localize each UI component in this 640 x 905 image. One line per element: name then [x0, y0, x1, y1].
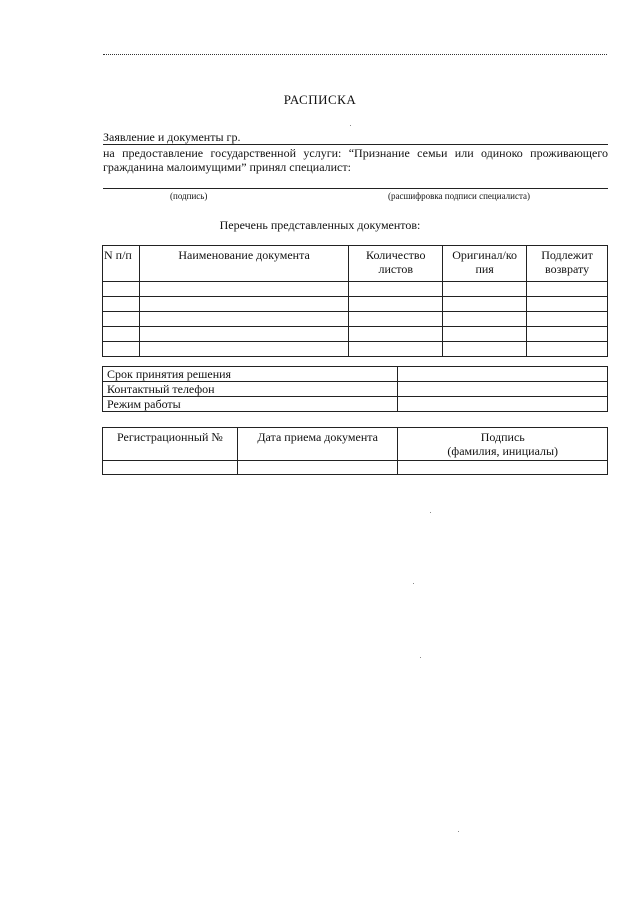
documents-table — [102, 245, 608, 357]
registration-table-header — [103, 428, 608, 461]
info-label: Контактный телефон — [103, 382, 398, 397]
info-label: Срок принятия решения — [103, 367, 398, 382]
table-row — [103, 461, 608, 475]
signature-decoding-caption: (расшифровка подписи специалиста) — [388, 191, 530, 201]
statement-underline — [103, 144, 608, 145]
header-original-copy: Оригинал/ко пия — [443, 246, 527, 282]
header-signature-line1: Подпись — [480, 430, 525, 444]
info-row-decision-term — [103, 367, 608, 382]
info-table — [102, 366, 608, 412]
header-signature — [398, 428, 608, 461]
table-row — [103, 312, 608, 327]
page-title: РАСПИСКА — [283, 92, 357, 107]
table-row — [103, 297, 608, 312]
header-return: Подлежит возврату — [527, 246, 608, 282]
info-row-working-hours — [103, 397, 608, 412]
table-row — [103, 282, 608, 297]
documents-table-header — [103, 246, 608, 282]
info-value — [398, 367, 608, 382]
header-receipt-date: Дата приема документа — [237, 428, 398, 461]
header-registration-number: Регистрационный № — [103, 428, 238, 461]
top-dotted-rule — [103, 54, 607, 55]
header-document-name: Наименование документа — [139, 246, 348, 282]
documents-list-title: Перечень представленных документов: — [219, 218, 421, 232]
signature-caption: (подпись) — [170, 191, 208, 201]
signature-underline — [103, 188, 608, 189]
info-value — [398, 397, 608, 412]
registration-table — [102, 427, 608, 475]
table-row — [103, 327, 608, 342]
header-signature-line2: (фамилия, инициалы) — [447, 444, 559, 458]
header-number: N п/п — [103, 246, 140, 282]
header-sheet-count: Количество листов — [349, 246, 443, 282]
info-row-contact-phone — [103, 382, 608, 397]
statement-text: на предоставление государственной услуги: “Признание семьи или одиноко проживающего гражданина малоимущими” принял специалист: — [103, 146, 608, 174]
table-row — [103, 342, 608, 357]
statement-label: Заявление и документы гр. — [103, 130, 241, 144]
info-value — [398, 382, 608, 397]
info-label: Режим работы — [103, 397, 398, 412]
